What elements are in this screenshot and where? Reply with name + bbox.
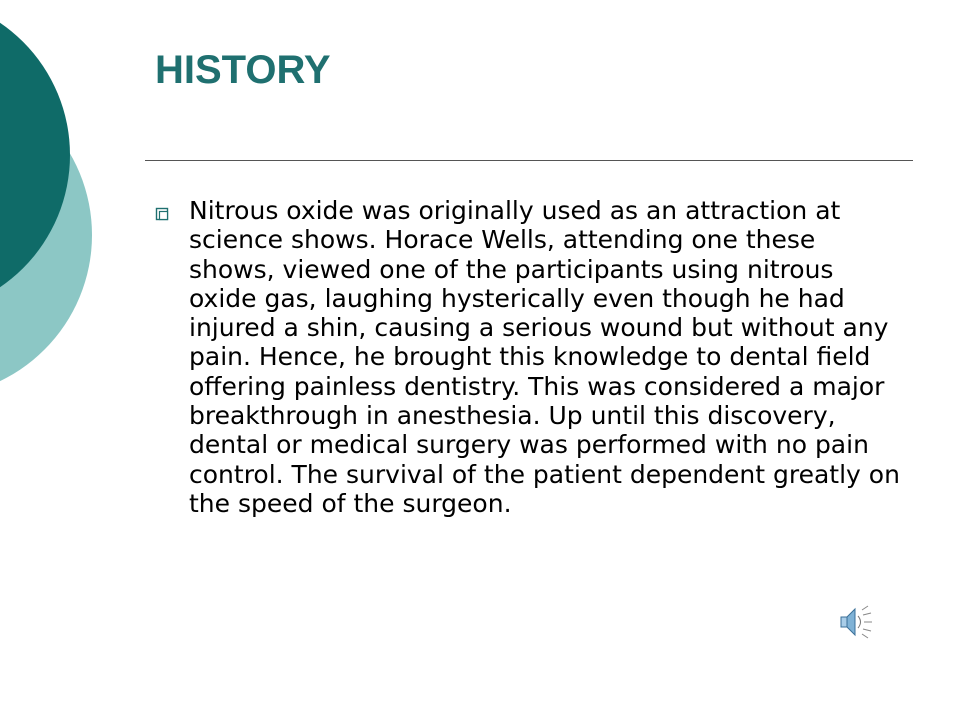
speaker-icon[interactable] <box>838 604 874 640</box>
title-divider <box>145 160 913 161</box>
slide-body <box>155 196 905 518</box>
bullet-text: Nitrous oxide was originally used as an attraction at science shows. Horace Wells, attending one these shows, viewed one of the participants using nitrous oxide gas, laughing hysterically even though he had injured a shin, causing a serious wound but without any pain. Hence, he brought this knowledge to dental field offering painless dentistry. This was considered a major breakthrough in anesthesia. Up until this discovery, dental or medical surgery was performed with no pain control. The survival of the patient dependent greatly on the speed of the surgeon. <box>189 196 900 518</box>
square-bullet-icon <box>155 196 189 221</box>
decorative-circles <box>0 0 140 420</box>
slide-title: HISTORY <box>155 48 331 92</box>
bullet-item <box>155 196 905 518</box>
